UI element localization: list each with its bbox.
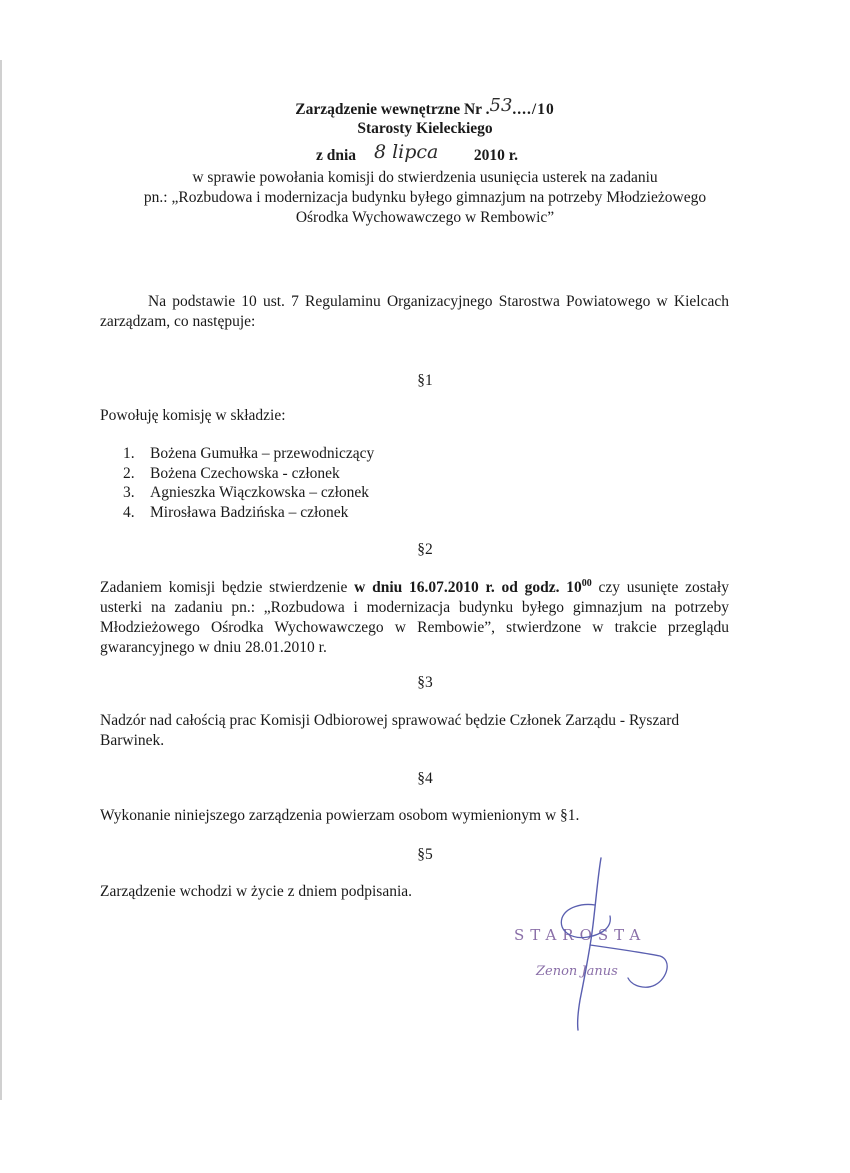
date-suffix: 2010 r.	[473, 147, 519, 164]
section-1-heading: §1	[417, 372, 433, 389]
inspection-date: w dniu 16.07.2010 r. od godz. 10	[354, 579, 582, 597]
subject-line-1: w sprawie powołania komisji do stwierdzenia usunięcia usterek na zadaniu	[192, 169, 658, 186]
list-item: 2. Bożena Czechowska - członek	[123, 464, 340, 482]
section-3-paragraph: Nadzór nad całością prac Komisji Odbiorowej sprawować będzie Członek Zarządu - Ryszard Barwinek.	[100, 712, 680, 749]
issuer-line: Starosty Kieleckiego	[357, 120, 493, 137]
title-suffix: ..../10	[512, 101, 555, 118]
title-prefix: Zarządzenie wewnętrzne Nr .	[295, 101, 490, 118]
subject-line-3: Ośrodka Wychowawczego w Rembowic”	[295, 209, 555, 226]
section-1-lead: Powołuję komisję w składzie:	[100, 407, 286, 424]
subject-line-2: pn.: „Rozbudowa i modernizacja budynku byłego gimnazjum na potrzeby Młodzieżowego	[143, 189, 707, 206]
handwritten-number: 53	[489, 95, 513, 116]
section-5-heading: §5	[417, 846, 433, 863]
section-3-heading: §3	[417, 674, 433, 691]
section-2-paragraph: Zadaniem komisji będzie stwierdzenie w dniu 16.07.2010 r. od godz. $10^{00}$ czy usunięte zostały usterki na zadaniu pn.: „Rozbudowa i modernizacja budynku byłego gimnazjum na potrzeby Młodzieżowego Ośrodka Wychowawczego w Rembowie”, stwierdzone w trakcie przeglądu gwarancyjnego w dniu 28.01.2010 r.	[100, 578, 729, 657]
stamp-name: Zenon Janus	[536, 964, 618, 979]
section-2-heading: §2	[417, 541, 433, 558]
list-item: 1. Bożena Gumułka – przewodniczący	[123, 445, 375, 462]
list-item: 4. Mirosława Badzińska – członek	[123, 503, 349, 521]
handwritten-date: 8 lipca	[373, 141, 439, 163]
section-5-paragraph: Zarządzenie wchodzi w życie z dniem podpisania.	[100, 883, 413, 900]
intro-paragraph: Na podstawie 10 ust. 7 Regulaminu Organizacyjnego Starostwa Powiatowego w Kielcach zarządzam, co następuje:	[100, 293, 729, 330]
list-item: 3. Agnieszka Wiączkowska – członek	[123, 484, 370, 501]
date-prefix: z dnia	[316, 147, 357, 164]
section-4-heading: §4	[417, 770, 433, 787]
section-4-paragraph: Wykonanie niniejszego zarządzenia powierzam osobom wymienionym w §1.	[100, 807, 580, 824]
stamp-title: STAROSTA	[514, 926, 647, 944]
